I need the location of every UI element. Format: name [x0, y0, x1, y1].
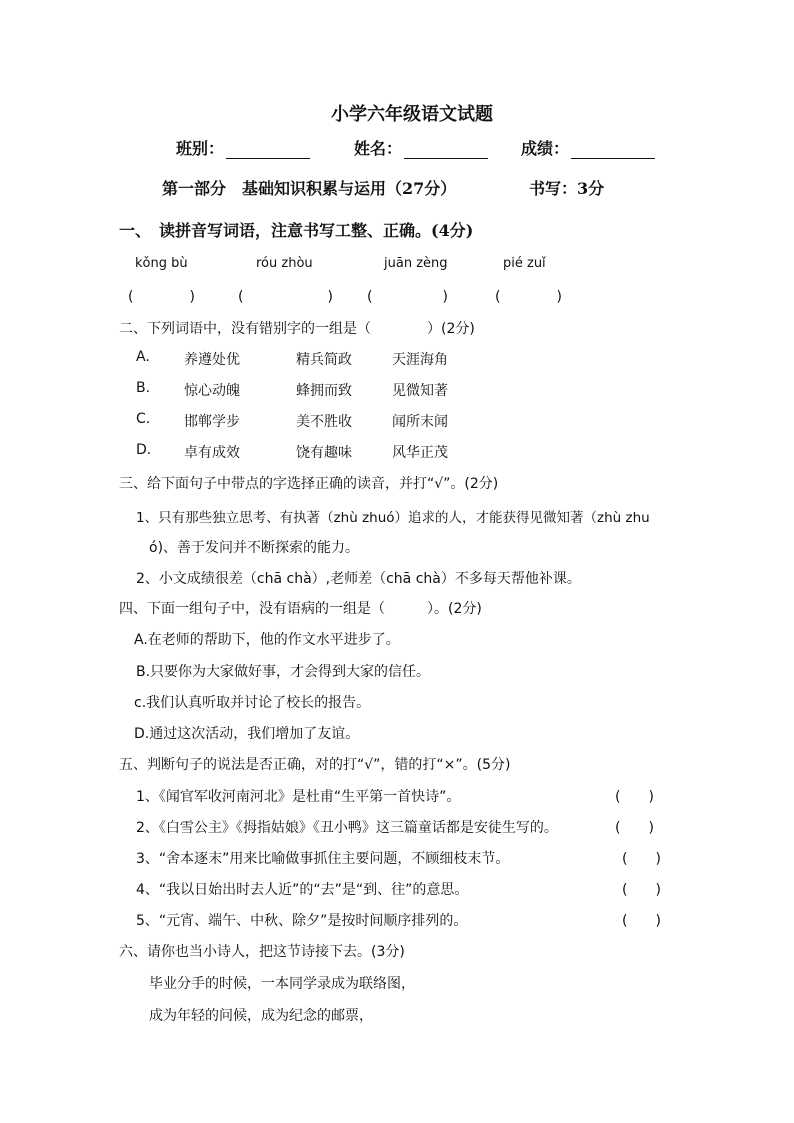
name-blank[interactable] [404, 142, 488, 159]
q3-item-2: 2、小文成绩很差（chā chà）,老师差（chā chà）不多每天帮他补课。 [136, 571, 581, 587]
q1-pinyin-2: róu zhòu [256, 256, 313, 271]
q6-poem-line-1: 毕业分手的时候，一本同学录成为联络图， [149, 976, 415, 992]
q5-heading: 五、判断句子的说法是否正确，对的打“√”，错的打“×”。(5分) [119, 757, 511, 773]
q4-option-b: B.只要你为大家做好事，才会得到大家的信任。 [136, 664, 431, 680]
q2-option-c-word-1: 邯郸学步 [184, 414, 240, 430]
q5-answer-5[interactable]: ( ) [622, 913, 661, 929]
page-title: 小学六年级语文试题 [331, 104, 493, 125]
q5-answer-3[interactable]: ( ) [622, 851, 661, 867]
q2-heading: 二、下列词语中，没有错别字的一组是（ ）(2分) [119, 321, 475, 337]
q5-answer-1[interactable]: ( ) [615, 789, 654, 805]
part1-writing: 书写：3分 [529, 179, 605, 198]
q6-heading: 六、请你也当小诗人，把这节诗接下去。(3分) [119, 944, 405, 960]
q4-option-a: A.在老师的帮助下，他的作文水平进步了。 [134, 632, 400, 648]
score-label: 成绩： [521, 139, 570, 158]
name-label: 姓名： [354, 139, 403, 158]
q5-item-1: 1、《闻官军收河南河北》是杜甫“生平第一首快诗”。 [136, 789, 461, 805]
q2-option-c-letter: C. [136, 411, 151, 427]
class-field [176, 136, 310, 159]
q2-option-d-word-3: 风华正茂 [392, 445, 448, 461]
q2-option-d-word-1: 卓有成效 [184, 445, 240, 461]
q2-option-d-word-2: 饶有趣味 [296, 445, 352, 461]
q5-answer-4[interactable]: ( ) [622, 882, 661, 898]
q1-answer-4[interactable]: ( ) [495, 289, 562, 305]
q4-heading: 四、下面一组句子中，没有语病的一组是（ ）。(2分) [119, 601, 482, 617]
q2-option-c-word-2: 美不胜收 [296, 414, 352, 430]
q1-answer-1[interactable]: ( ) [128, 289, 195, 305]
part1-heading: 第一部分 基础知识积累与运用（27分） [162, 179, 457, 198]
q1-pinyin-1: kǒng bù [135, 256, 188, 271]
q5-item-5: 5、“元宵、端午、中秋、除夕”是按时间顺序排列的。 [136, 913, 468, 929]
q2-option-b-word-1: 惊心动魄 [184, 383, 240, 399]
q3-item-1-continued: ó)、善于发问并不断探索的能力。 [149, 540, 360, 556]
q6-poem-line-2: 成为年轻的问候，成为纪念的邮票， [149, 1008, 373, 1024]
q2-option-a-letter: A. [136, 349, 150, 365]
q2-option-b-word-2: 蜂拥而致 [296, 383, 352, 399]
q4-option-d: D.通过这次活动，我们增加了友谊。 [134, 726, 360, 742]
q1-answer-3[interactable]: ( ) [367, 289, 448, 305]
q5-item-4: 4、“我以日始出时去人近”的“去”是“到、往”的意思。 [136, 882, 469, 898]
q2-option-d-letter: D. [136, 442, 152, 458]
q2-option-a-word-3: 天涯海角 [392, 352, 448, 368]
q3-item-1: 1、只有那些独立思考、有执著（zhù zhuó）追求的人，才能获得见微知著（zhù zhu [136, 510, 650, 526]
q1-pinyin-3: juān zèng [384, 256, 448, 271]
q5-item-3: 3、“舍本逐末”用来比喻做事抓住主要问题，不顾细枝末节。 [136, 851, 510, 867]
q5-item-2: 2、《白雪公主》《拇指姑娘》《丑小鸭》这三篇童话都是安徒生写的。 [136, 820, 558, 836]
score-field [521, 136, 655, 159]
q2-option-b-word-3: 见微知著 [392, 383, 448, 399]
class-label: 班别： [176, 139, 225, 158]
q4-option-c: c.我们认真听取并讨论了校长的报告。 [134, 695, 371, 711]
class-blank[interactable] [226, 142, 310, 159]
q2-option-a-word-1: 养遵处优 [184, 352, 240, 368]
q5-answer-2[interactable]: ( ) [615, 820, 654, 836]
q2-option-c-word-3: 闻所末闻 [392, 414, 448, 430]
q2-option-a-word-2: 精兵简政 [296, 352, 352, 368]
q1-pinyin-4: pié zuǐ [503, 256, 546, 271]
q1-heading: 一、 读拼音写词语，注意书写工整、正确。(4分) [119, 221, 474, 240]
name-field [354, 136, 488, 159]
q1-answer-2[interactable]: ( ) [238, 289, 333, 305]
q3-heading: 三、给下面句子中带点的字选择正确的读音，并打“√”。(2分) [119, 476, 499, 492]
q2-option-b-letter: B. [136, 380, 151, 396]
score-blank[interactable] [571, 142, 655, 159]
